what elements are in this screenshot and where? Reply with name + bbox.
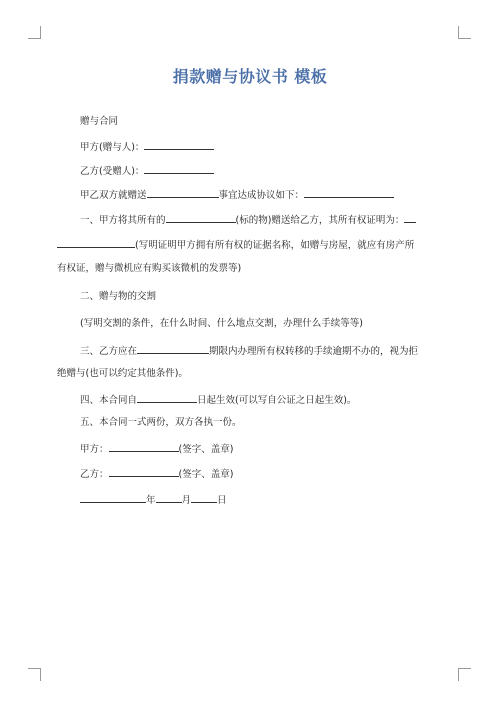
clause-4-line	[80, 392, 356, 408]
clause-3-continued: 绝赠与(也可以约定其他条件)。	[57, 368, 188, 379]
signature-b-blank[interactable]	[109, 466, 179, 477]
agreement-text-b: 事宜达成协议如下：	[218, 190, 305, 201]
clause-1-continued	[57, 237, 414, 253]
gift-item-blank[interactable]	[147, 187, 219, 198]
day-label: 日	[217, 495, 227, 506]
clause-2-note: (写明交割的条件，在什么时间、什么地点交割，办理什么手续等等)	[80, 318, 363, 329]
ownership-proof-blank-a[interactable]	[404, 212, 416, 223]
transfer-deadline-blank[interactable]	[137, 343, 209, 354]
party-b-line	[80, 163, 214, 179]
signature-b-label: 乙方：	[80, 469, 109, 480]
corner-mark-bottom-left	[28, 668, 41, 681]
signature-b-note: (签字、盖章)	[178, 469, 234, 480]
contract-heading: 赠与合同	[80, 116, 119, 127]
clause-1-text-b: (标的物)赠送给乙方，其所有权证明为：	[235, 215, 405, 226]
party-a-blank[interactable]	[144, 139, 214, 150]
effective-date-blank[interactable]	[137, 392, 197, 403]
clause-2-heading: 二、赠与物的交割	[80, 291, 157, 302]
party-a-label: 甲方(赠与人)：	[80, 142, 145, 153]
clause-4-text-a: 四、本合同自	[80, 395, 138, 406]
clause-5-line: 五、本合同一式两份，双方各执一份。	[80, 417, 242, 428]
year-blank[interactable]	[80, 492, 146, 503]
clause-4-text-b: 日起生效(可以写自公证之日起生效)。	[197, 395, 357, 406]
signature-a-label: 甲方：	[80, 444, 109, 455]
clause-1-text-a: 一、甲方将其所有的	[80, 215, 166, 226]
document-title: 捐款赠与协议书 模板	[172, 67, 328, 86]
day-blank[interactable]	[191, 492, 217, 503]
month-label: 月	[181, 495, 192, 506]
corner-mark-bottom-right	[458, 668, 471, 681]
clause-3-line	[80, 343, 418, 359]
clause-3-text-b: 期限内办理所有权转移的手续逾期不办的，视为拒	[209, 346, 419, 357]
party-a-line	[80, 139, 214, 155]
party-b-blank[interactable]	[144, 163, 214, 174]
clause-3-text-a: 三、乙方应在	[80, 346, 138, 357]
agreement-terms-blank[interactable]	[304, 187, 394, 198]
date-line	[80, 492, 227, 508]
corner-mark-top-right	[458, 26, 471, 39]
ownership-proof-blank-b[interactable]	[57, 237, 135, 248]
clause-1-note-cont: 有权证，赠与微机应有购买该微机的发票等)	[57, 263, 242, 274]
clause-1-line	[80, 212, 416, 228]
signature-a-note: (签字、盖章)	[178, 444, 234, 455]
month-blank[interactable]	[156, 492, 182, 503]
signature-b-line	[80, 466, 233, 482]
agreement-line	[80, 187, 394, 203]
agreement-text-a: 甲乙双方就赠送	[80, 190, 147, 201]
clause-1-note: (写明证明甲方拥有所有权的证据名称，如赠与房屋，就应有房产所	[135, 240, 415, 251]
corner-mark-top-left	[28, 26, 41, 39]
year-label: 年	[146, 495, 156, 506]
signature-a-line	[80, 441, 233, 457]
subject-matter-blank[interactable]	[166, 212, 236, 223]
party-b-label: 乙方(受赠人)：	[80, 166, 145, 177]
signature-a-blank[interactable]	[109, 441, 179, 452]
